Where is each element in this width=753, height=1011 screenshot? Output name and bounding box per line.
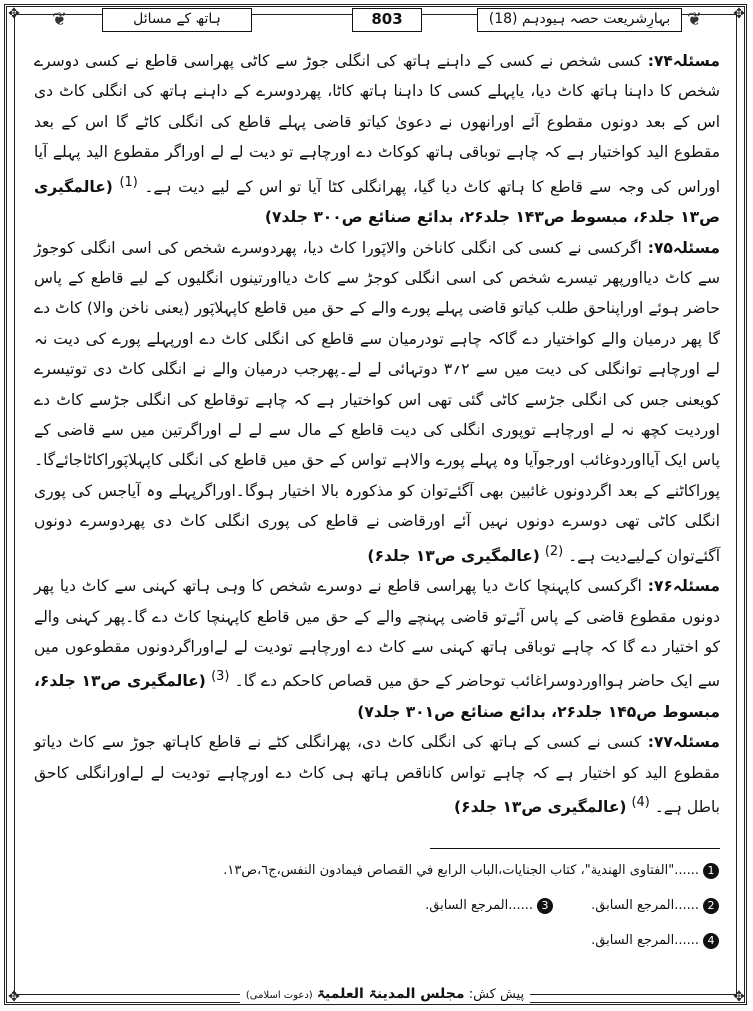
footnote-mark: (1) (119, 174, 138, 190)
masala-paragraph (34, 727, 720, 822)
book-part-title: بہارِشریعت حصہ ہیودہم (18) (477, 8, 682, 32)
masala-label: مسئلہ۷۵: (647, 238, 720, 257)
reference-citation: (عالمگیری ص۱۳ جلد۶) (454, 798, 627, 817)
page-number: 803 (352, 8, 422, 32)
footnote-mark: (4) (631, 795, 650, 811)
corner-ornament: ✥ (733, 6, 745, 22)
reference-citation: (عالمگیری ص۱۳ جلد۶، مبسوط ص۱۴۳ جلد۲۶، بدائع صنائع ص۳۰۰ جلد۷) (34, 177, 720, 227)
footnote-number: 4 (703, 933, 719, 949)
masala-label: مسئلہ۷۷: (647, 733, 720, 752)
masala-text: کسی نے کسی کے ہاتھ کی انگلی کاٹ دی، پھرانگلی کٹے نے قاطع کاہاتھ جوڑ سے کاٹ دیاتو مقطوع الید کو اختیار ہے کہ چاہے تواس کاناقص ہاتھ ہی کاٹ دے اورچاہے تودیت لے لےاورانگلی کاحق باطل ہے۔ (34, 733, 720, 817)
masala-text: اگرکسی کاپہنچا کاٹ دیا پھراسی قاطع نے دوسرے شخص کا وہی ہاتھ کہنی سے کاٹ دیا پھر دونوں مقطوع قاضی کے پاس آئےتو قاضی پہنچے والے کے حق میں قاطع کاپہنچا کاٹ دے گا۔پھر کہنی والے کو اختیار دے گا کہ چاہے توباقی ہاتھ کہنی سے کاٹ دے اورچاہے تودیت لے لےاوراگردونوں مقطوعوں میں سے ایک حاضر ہوااوردوسراغائب توحاضر کے حق میں قصاص کاحکم دے گا۔ (34, 577, 720, 691)
footnote-text: ......المرجع السابق. (425, 898, 533, 913)
header-ornament: ❦ (52, 9, 68, 30)
footnote (425, 897, 553, 915)
footnote-text: ......المرجع السابق. (591, 898, 699, 913)
masala-text: کسی شخص نے کسی کے داہنے ہاتھ کی انگلی جوڑ سے کاٹی پھراسی قاطع نے کسی دوسرے شخص کا داہنا ہاتھ کاٹ دیا، یاپہلے کسی کا داہنا ہاتھ کاٹا، پھردوسرے کے داہنے ہاتھ کی انگلی کاٹ دی اس کے بعد دونوں مقطوع آئے اورانھوں نے دعویٰ کیاتو قاضی پہلے قاطع کی انگلی کاٹے گا اس کے بعد مقطوع الید کواختیار ہے کہ چاہے توباقی ہاتھ کوکاٹ دے اورچاہے تو دیت لے لے اوراگر مقطوع الید پہلے آیا اوراس کی وجہ سے قاطع کا ہاتھ کاٹ دیا گیا، پھرانگلی کٹا آیا تو اس کے لیے دیت ہے۔ (34, 52, 720, 196)
corner-ornament: ✥ (733, 989, 745, 1005)
page-footer (240, 984, 530, 1004)
masala-label: مسئلہ۷۶: (647, 577, 720, 596)
footnote-mark: (2) (544, 543, 564, 559)
masala-paragraph (34, 233, 720, 572)
footnote (223, 862, 719, 880)
main-text (34, 46, 720, 823)
corner-ornament: ✥ (8, 6, 20, 22)
footnote-number: 1 (703, 863, 719, 879)
page-header (22, 6, 732, 34)
masala-paragraph (34, 46, 720, 233)
chapter-title: ہاتھ کے مسائل (102, 8, 252, 32)
corner-ornament: ✥ (8, 989, 20, 1005)
reference-citation: (عالمگیری ص۱۳ جلد۶) (367, 546, 540, 565)
reference-citation: (عالمگیری ص۱۳ جلد۶، مبسوط ص۱۴۵ جلد۲۶، بدائع صنائع ص۳۰۱ جلد۷) (34, 672, 720, 721)
footnote-separator (430, 848, 720, 849)
footnote-number: 2 (703, 898, 719, 914)
masala-label: مسئلہ۷۴: (647, 52, 720, 70)
footnote-text: ......المرجع السابق. (591, 933, 699, 948)
publisher-name: مجلس المدینۃ العلمیۃ (316, 986, 465, 1002)
masala-paragraph (34, 571, 720, 727)
footnote (591, 897, 719, 915)
footnote-text: ......"الفتاوى الهندية"، كتاب الجنايات،الباب الرابع في القصاص فيمادون النفس،ج٦،ص١٣. (223, 863, 699, 878)
footnote-number: 3 (537, 898, 553, 914)
publisher-subtitle: (دعوت اسلامی) (245, 990, 313, 1001)
masala-text: اگرکسی نے کسی کی انگلی کاناخن والاپَورا کاٹ دیا، پھردوسرے شخص کی اسی انگلی کوجوڑ سے کاٹ دیااورپھر تیسرے شخص کی اسی انگلی کوجڑ سے کاٹ دیااورتینوں انگلیوں کے لیے قاطع کے پاس حاضر ہوئے اوراپناحق طلب کیاتو قاضی پہلے پورے والے کے حق میں قاطع کاپہلاپَور (یعنی ناخن والا) کاٹ دے گا پھر درمیان والے کواختیار دے گاکہ چاہے تودرمیان سے قاطع کی انگلی کاٹ دے اورپہلے پورے کی دیت نہ لے اورچاہے توانگلی کی دیت میں سے ۲؍۳ دوتہائی لے لے۔پھرجب درمیان والے نے انگلی کاٹ دی توتیسرے کویعنی جس کی انگلی جڑسے کاٹی گئی تھی اس کواختیار ہے کہ چاہے توقاطع کی انگلی جڑسے کاٹ دے اوردیت کچھ نہ لے اورچاہے توپوری انگلی کی دیت قاطع کے مال سے لے لے اوراگرتین میں سے قاضی کے پاس ایک آیااوردوغائب اورجوآیا وہ پہلے پورے والاہے تواس کے حق میں قاطع کی انگلی کاپہلاپَوراکاٹاجائےگا۔پوراکاٹنے کے بعد اگردونوں غائبین بھی آگئےتوان کو مذکورہ بالا اختیار ہوگا۔اوراگرپہلے وہ آیاجس کی پوری انگلی کاٹی تھی دوسرے دونوں نہیں آئے اورقاضی نے قاطع کی پوری انگلی کاٹ دی پھردوسرے دونوں آگئےتوان کےلیےدیت ہے۔ (34, 238, 720, 565)
header-ornament: ❦ (687, 9, 703, 30)
footnote (591, 932, 719, 950)
footer-prefix: پیش کش: (468, 987, 525, 1002)
footnote-mark: (3) (211, 669, 230, 685)
